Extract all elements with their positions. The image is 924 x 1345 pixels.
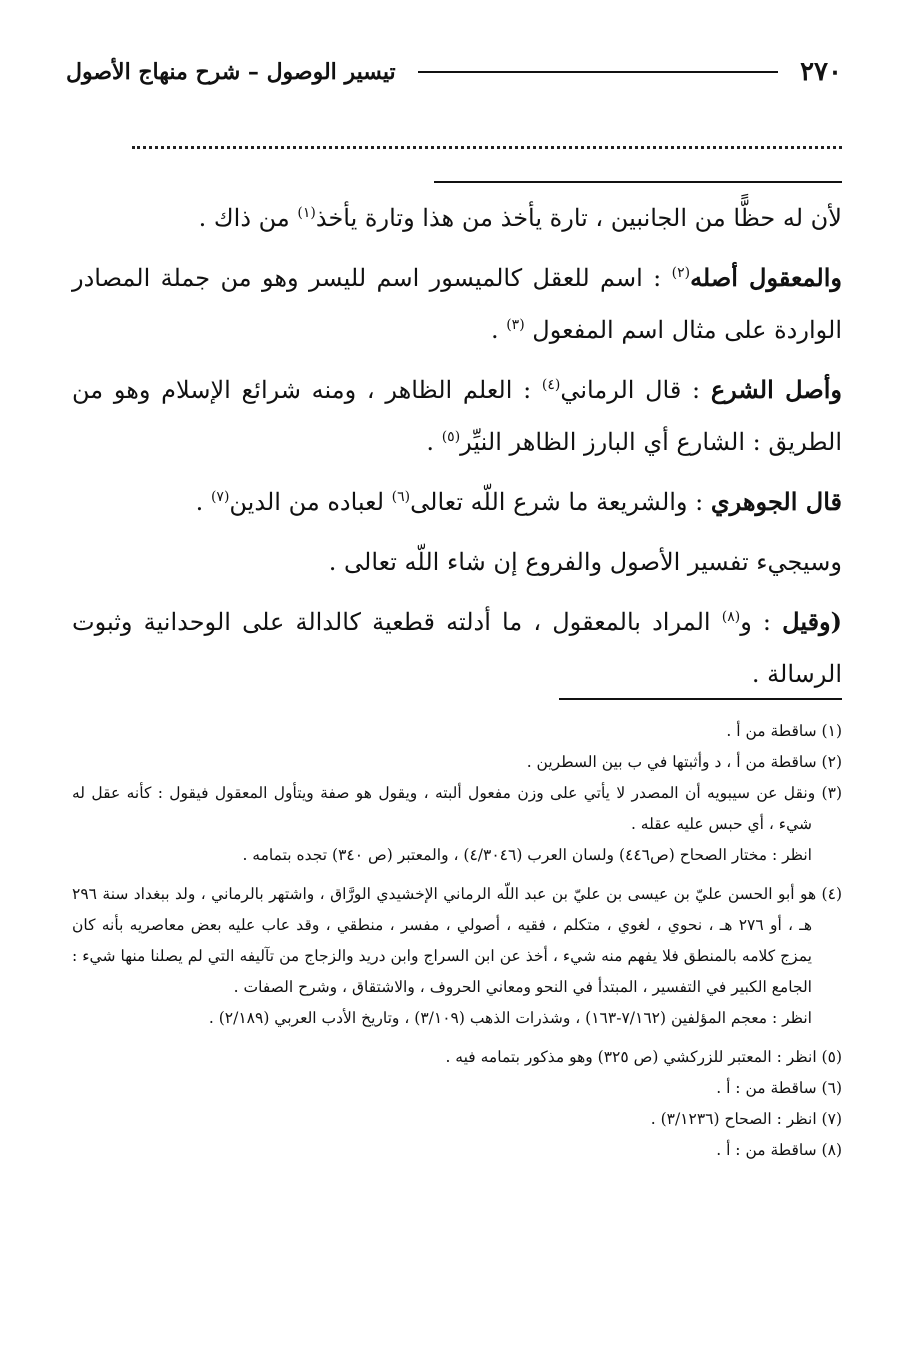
paragraph-6-lead: (وقيل (782, 607, 842, 636)
header-rule (418, 71, 778, 73)
paragraph-1-text-a: لأن له حظًّا من الجانبين ، تارة يأخذ من هذا وتارة يأخذ (315, 204, 842, 232)
running-title: تيسير الوصول – شرح منهاج الأصول (66, 59, 396, 85)
paragraph-6-text-a: : و (740, 608, 783, 636)
footnote-7: (٧) انظر : الصحاح (٣/١٢٣٦) . (650, 1110, 842, 1128)
paragraph-5-text: وسيجيء تفسير الأصول والفروع إن شاء اللّه تعالى . (328, 548, 842, 576)
footnote-3-source: انظر : مختار الصحاح (ص٤٤٦) ولسان العرب (٤/٣٠٤٦) ، والمعتبر (ص ٣٤٠) تجده بتمامه . (242, 846, 812, 864)
paragraph-4-text-a: : والشريعة ما شرع اللّه تعالى (410, 488, 711, 516)
paragraph-4 (72, 476, 842, 528)
paragraph-3-lead: وأصل الشرع (710, 375, 842, 404)
footnote-3: (٣) ونقل عن سيبويه أن المصدر لا يأتي على وزن مفعول ألبته ، ويقول هو صفة ويتأول المعقول فيقول : كأنه عقل له شيء ، أي حبس عليه عقله . (72, 784, 842, 833)
paragraph-2-text-a: : اسم للعقل كالميسور اسم لليسر وهو من جملة المصادر الواردة على مثال اسم المفعول (72, 264, 842, 344)
footnote-ref-8: (٨) (721, 609, 741, 625)
footnote-2: (٢) ساقطة من أ ، د وأثبتها في ب بين السطرين . (526, 753, 842, 771)
footnote-4: (٤) هو أبو الحسن عليّ بن عيسى بن عليّ بن عبد اللّه الرماني الإخشيدي الورَّاق ، واشتهر بالرماني ، ولد ببغداد سنة ٢٩٦ هـ ، أو ٢٧٦ هـ ، نحوي ، لغوي ، متكلم ، فقيه ، أصولي ، مفسر ، منطقي ، وقد عاب عليه بعض معاصريه بأنه كان يمزج كلامه بالمنطق فلا يفهم منه شيء ، أخذ عن ابن السراج وابن دريد والزجاج من تآليفه التي لم يصلنا منها شيء : الجامع الكبير في التفسير ، المبتدأ في النحو ومعاني الحروف ، والاشتقاق ، وشرح الصفات . (72, 885, 842, 996)
paragraph-2-text-b: . (490, 316, 507, 344)
paragraph-3-text-c: . (426, 428, 442, 456)
paragraph-1 (72, 192, 842, 244)
paragraph-3 (72, 364, 842, 468)
paragraph-6-text-b: المراد بالمعقول ، ما أدلته قطعية كالدالة على الوحدانية وثبوت الرسالة . (72, 608, 842, 688)
section-rule (434, 181, 842, 183)
footnote-ref-3: (٣) (506, 317, 525, 333)
page-number: ٢٧٠ (800, 57, 842, 87)
paragraph-5 (72, 536, 842, 588)
paragraph-4-lead: قال الجوهري (710, 487, 842, 516)
footnote-6: (٦) ساقطة من : أ . (716, 1079, 842, 1097)
paragraph-2 (72, 252, 842, 356)
footnote-5: (٥) انظر : المعتبر للزركشي (ص ٣٢٥) وهو مذكور بتمامه فيه . (445, 1048, 842, 1066)
main-text (72, 192, 842, 708)
paragraph-6 (72, 596, 842, 700)
dotted-separator (132, 146, 842, 149)
footnote-8: (٨) ساقطة من : أ . (716, 1141, 842, 1159)
footnote-4-source: انظر : معجم المؤلفين (٧/١٦٢-١٦٣) ، وشذرات الذهب (٣/١٠٩) ، وتاريخ الأدب العربي (٢/١٨٩) . (208, 1009, 812, 1027)
footnote-ref-6: (٦) (391, 489, 411, 505)
footnote-ref-1: (١) (297, 205, 316, 221)
page-header (66, 52, 842, 92)
footnote-1: (١) ساقطة من أ . (726, 722, 842, 740)
paragraph-4-text-c: . (195, 488, 211, 516)
footnote-ref-7: (٧) (210, 489, 230, 505)
paragraph-2-lead: والمعقول أصله (690, 263, 843, 292)
paragraph-1-text-b: من ذاك . (198, 204, 298, 232)
paragraph-3-text-b: : العلم الظاهر ، ومنه شرائع الإسلام وهو من الطريق : الشارع أي البارز الظاهر النيِّر (72, 376, 842, 456)
footnote-ref-5: (٥) (441, 429, 461, 445)
paragraph-4-text-b: لعباده من الدين (229, 488, 392, 516)
footnote-ref-4: (٤) (541, 377, 561, 393)
footnotes (72, 716, 842, 1166)
footnote-rule (559, 698, 842, 700)
paragraph-3-text-a: : قال الرماني (560, 376, 711, 404)
footnote-ref-2: (٢) (671, 265, 691, 281)
